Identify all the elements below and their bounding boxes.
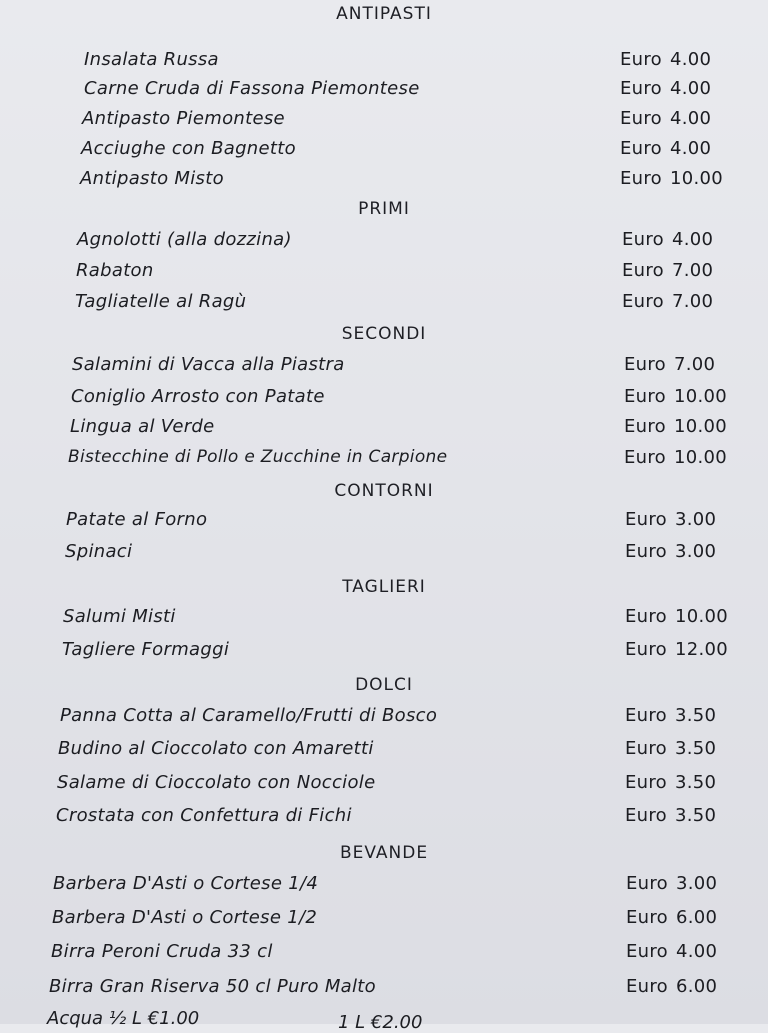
item-price: Euro 3.00 [625, 509, 717, 530]
item-price: Euro 4.00 [626, 941, 718, 962]
menu-item [0, 509, 768, 535]
section-title-contorni: CONTORNI [334, 481, 434, 501]
item-name: Bistecchine di Pollo e Zucchine in Carpione [68, 447, 448, 467]
menu-item [0, 229, 768, 255]
item-price: Euro 6.00 [626, 907, 718, 928]
item-name: Carne Cruda di Fassona Piemontese [84, 78, 420, 99]
menu-item [0, 639, 768, 665]
item-name: Rabaton [76, 260, 154, 281]
item-price: Euro 12.00 [625, 639, 729, 660]
menu-item [0, 416, 768, 442]
item-price: Euro 10.00 [625, 606, 729, 627]
item-price: Euro 4.00 [620, 49, 712, 70]
section-title-dolci: DOLCI [355, 675, 413, 695]
item-name: Acciughe con Bagnetto [81, 138, 296, 159]
item-name: Panna Cotta al Caramello/Frutti di Bosco [60, 705, 438, 726]
menu-item [0, 108, 768, 134]
menu-item [0, 138, 768, 164]
water-half-liter: Acqua ½ L €1.00 [47, 1008, 200, 1029]
item-name: Barbera D'Asti o Cortese 1/2 [52, 907, 318, 928]
item-price: Euro 7.00 [622, 260, 714, 281]
menu-item [0, 386, 768, 412]
menu-item [0, 772, 768, 798]
item-name: Antipasto Piemontese [82, 108, 285, 129]
item-name: Barbera D'Asti o Cortese 1/4 [53, 873, 319, 894]
menu-item [0, 49, 768, 75]
item-price: Euro 4.00 [620, 138, 712, 159]
item-price: Euro 3.00 [625, 541, 717, 562]
item-price: Euro 7.00 [624, 354, 716, 375]
item-price: Euro 10.00 [624, 386, 728, 407]
item-price: Euro 10.00 [624, 447, 728, 468]
section-title-primi: PRIMI [358, 199, 410, 219]
menu-item [0, 291, 768, 317]
menu-item [0, 78, 768, 104]
menu-item [0, 705, 768, 731]
menu-item [0, 354, 768, 380]
item-price: Euro 4.00 [620, 78, 712, 99]
menu-item [0, 447, 768, 473]
item-price: Euro 7.00 [622, 291, 714, 312]
item-name: Lingua al Verde [70, 416, 215, 437]
item-price: Euro 3.50 [625, 805, 717, 826]
item-name: Salumi Misti [63, 606, 176, 627]
menu-item [0, 873, 768, 899]
menu-item [0, 606, 768, 632]
item-price: Euro 3.50 [625, 738, 717, 759]
item-name: Salame di Cioccolato con Nocciole [57, 772, 376, 793]
item-price: Euro 3.50 [625, 772, 717, 793]
menu-item [0, 805, 768, 831]
item-name: Spinaci [65, 541, 133, 562]
item-price: Euro 3.50 [625, 705, 717, 726]
water-one-liter: 1 L €2.00 [338, 1012, 423, 1033]
section-title-bevande: BEVANDE [339, 843, 429, 863]
item-name: Patate al Forno [66, 509, 208, 530]
menu-item [0, 941, 768, 967]
section-title-taglieri: TAGLIERI [342, 577, 426, 597]
item-price: Euro 4.00 [620, 108, 712, 129]
item-name: Crostata con Confettura di Fichi [56, 805, 352, 826]
menu-item [0, 907, 768, 933]
section-title-secondi: SECONDI [341, 324, 427, 344]
menu-item [0, 976, 768, 1002]
item-name: Tagliere Formaggi [62, 639, 230, 660]
menu-item [0, 541, 768, 567]
item-name: Budino al Cioccolato con Amaretti [58, 738, 374, 759]
menu-item [0, 260, 768, 286]
item-name: Agnolotti (alla dozzina) [77, 229, 292, 250]
section-title-antipasti: ANTIPASTI [336, 4, 432, 24]
item-price: Euro 10.00 [620, 168, 724, 189]
menu-item [0, 168, 768, 194]
item-price: Euro 4.00 [622, 229, 714, 250]
item-name: Tagliatelle al Ragù [75, 291, 247, 312]
menu-item [0, 738, 768, 764]
item-name: Antipasto Misto [80, 168, 224, 189]
item-name: Salamini di Vacca alla Piastra [72, 354, 345, 375]
item-name: Birra Gran Riserva 50 cl Puro Malto [49, 976, 376, 997]
item-price: Euro 6.00 [626, 976, 718, 997]
item-price: Euro 3.00 [626, 873, 718, 894]
item-name: Coniglio Arrosto con Patate [71, 386, 325, 407]
item-name: Insalata Russa [84, 49, 219, 70]
item-price: Euro 10.00 [624, 416, 728, 437]
item-name: Birra Peroni Cruda 33 cl [51, 941, 273, 962]
